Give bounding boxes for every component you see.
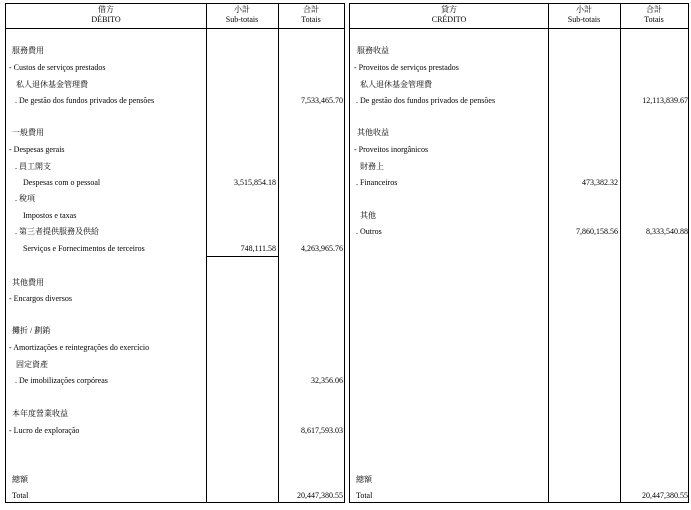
column-divider [620,4,621,502]
label-pt: . Outros [356,227,382,236]
label-zh: 總額 [12,475,28,484]
label-zh: 私人退休基金管理費 [360,80,432,89]
grand-total-value: 20,447,380.55 [642,491,688,500]
debit-header-zh: 借方 [98,5,114,14]
total-value: 12,113,839.67 [642,96,688,105]
label-pt: . De gestão dos fundos privados de pensões [356,96,496,105]
label-zh: 攤折 / 劃銷 [12,326,51,335]
credit-panel [349,3,689,503]
label-zh: 其他收益 [357,128,389,137]
header-divider [6,28,344,29]
debit-header-pt: DÉBITO [91,15,121,24]
debit-panel [5,3,345,503]
column-divider [278,4,279,502]
label-pt: . De gestão dos fundos privados de pensões [15,96,155,105]
total-header-pt: Totais [644,15,664,24]
total-value: 8,617,593.03 [301,426,343,435]
total-value: 7,533,465.70 [301,96,343,105]
label-pt: Impostos e taxas [23,211,77,220]
subtotal-header [548,5,620,25]
label-pt: Total [356,491,373,500]
header-divider [350,28,688,29]
total-value: 4,263,965.76 [301,244,343,253]
label-zh: 其他 [360,211,376,220]
subtotal-header-pt: Sub-totais [567,15,601,24]
label-pt: - Custos de serviços prestados [9,63,106,72]
subtotal-header [206,5,278,25]
label-pt: - Lucro de exploração [9,426,80,435]
income-statement-table [5,3,689,503]
total-value: 8,333,540.88 [646,227,688,236]
label-pt: Despesas com o pessoal [23,178,101,187]
credit-header-zh: 貸方 [441,5,457,14]
subtotal-header-zh: 小計 [576,5,592,14]
label-zh: . 稅項 [15,194,35,203]
label-zh: 一般費用 [12,128,44,137]
label-zh: 固定資產 [16,360,48,369]
subtotal-value: 3,515,854.18 [234,178,276,187]
label-pt: . De imobilizações corpóreas [15,376,108,385]
label-pt: - Encargos diversos [9,294,72,303]
label-zh: 本年度營業收益 [12,409,68,418]
total-header-pt: Totais [301,15,321,24]
total-header-zh: 合計 [646,5,662,14]
label-zh: 總額 [356,475,372,484]
total-value: 32,356.06 [311,376,343,385]
total-header [620,5,688,25]
column-divider [206,4,207,502]
label-zh: 財務上 [360,162,384,171]
subtotal-header-zh: 小計 [234,5,250,14]
label-zh: . 第三者提供服務及供給 [15,227,99,236]
subtotal-header-pt: Sub-totais [225,15,259,24]
label-zh: 服務費用 [12,46,44,55]
label-pt: - Proveitos inorgânicos [354,145,429,154]
label-pt: - Despesas gerais [9,145,65,154]
subtotal-value: 748,111.58 [240,244,276,253]
label-pt: - Proveitos de serviços prestados [354,63,459,72]
label-pt: . Financeiros [356,178,398,187]
label-pt: - Amortizações e reintegrações do exercício [9,343,150,352]
total-header [278,5,344,25]
debit-header [6,5,206,25]
total-header-zh: 合計 [303,5,319,14]
label-zh: 私人退休基金管理費 [16,80,88,89]
column-divider [548,4,549,502]
label-pt: Serviços e Fornecimentos de terceiros [23,244,145,253]
label-zh: . 員工開支 [15,162,51,171]
label-pt: Total [12,491,29,500]
subtotal-value: 473,382.32 [582,178,618,187]
subtotal-underline [206,256,278,257]
grand-total-value: 20,447,380.55 [297,491,343,500]
label-zh: 服務收益 [357,46,389,55]
credit-header-pt: CRÉDITO [431,15,467,24]
subtotal-value: 7,860,158.56 [576,227,618,236]
credit-header [350,5,548,25]
label-zh: 其他費用 [12,278,44,287]
